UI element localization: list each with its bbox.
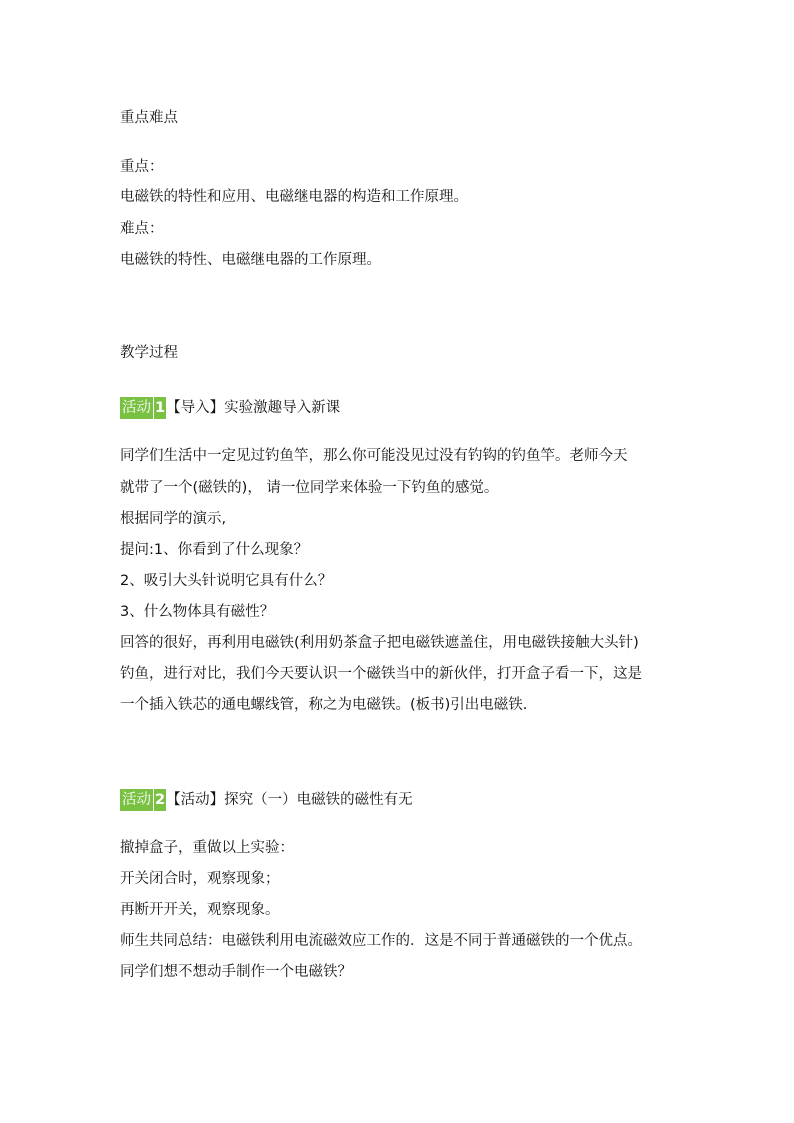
key-points-heading: 重点难点 xyxy=(120,110,178,126)
activity-1-line: 3、什么物体具有磁性？ xyxy=(120,604,275,620)
activity-1-line: 2、吸引大头针说明它具有什么？ xyxy=(120,573,333,589)
difficulty-label: 难点： xyxy=(120,221,164,237)
activity-1-line: 回答的很好，再利用电磁铁(利用奶茶盒子把电磁铁遮盖住，用电磁铁接触大头针) xyxy=(120,635,639,651)
activity-2-number: 2 xyxy=(154,789,166,811)
key-label: 重点： xyxy=(120,159,164,175)
activity-2-line: 同学们想不想动手制作一个电磁铁？ xyxy=(120,964,352,980)
activity-1-header xyxy=(120,396,340,420)
activity-1-line: 一个插入铁芯的通电螺线管，称之为电磁铁。(板书)引出电磁铁. xyxy=(120,697,528,713)
activity-1-line: 根据同学的演示, xyxy=(120,511,227,527)
key-text: 电磁铁的特性和应用、电磁继电器的构造和工作原理。 xyxy=(120,189,468,205)
activity-2-line: 师生共同总结：电磁铁利用电流磁效应工作的．这是不同于普通磁铁的一个优点。 xyxy=(120,933,642,949)
activity-2-title: 【活动】探究（一）电磁铁的磁性有无 xyxy=(166,792,413,808)
difficulty-text: 电磁铁的特性、电磁继电器的工作原理。 xyxy=(120,252,381,268)
activity-2-line: 再断开开关，观察现象。 xyxy=(120,902,280,918)
activity-2-header xyxy=(120,788,413,812)
activity-2-line: 撤掉盒子，重做以上实验： xyxy=(120,840,294,856)
teaching-process-heading: 教学过程 xyxy=(120,345,178,361)
activity-2-badge: 活动 xyxy=(120,789,153,811)
activity-1-number: 1 xyxy=(154,397,166,419)
activity-1-line: 同学们生活中一定见过钓鱼竿，那么你可能没见过没有钓钩的钓鱼竿。老师今天 xyxy=(120,448,628,464)
activity-1-line: 提问:1、你看到了什么现象？ xyxy=(120,542,309,558)
activity-1-title: 【导入】实验激趣导入新课 xyxy=(166,400,341,416)
activity-2-line: 开关闭合时，观察现象； xyxy=(120,871,280,887)
activity-1-badge: 活动 xyxy=(120,397,153,419)
activity-1-line: 就带了一个(磁铁的)， 请一位同学来体验一下钓鱼的感觉。 xyxy=(120,480,499,496)
activity-1-line: 钓鱼，进行对比，我们今天要认识一个磁铁当中的新伙伴，打开盒子看一下，这是 xyxy=(120,666,642,682)
